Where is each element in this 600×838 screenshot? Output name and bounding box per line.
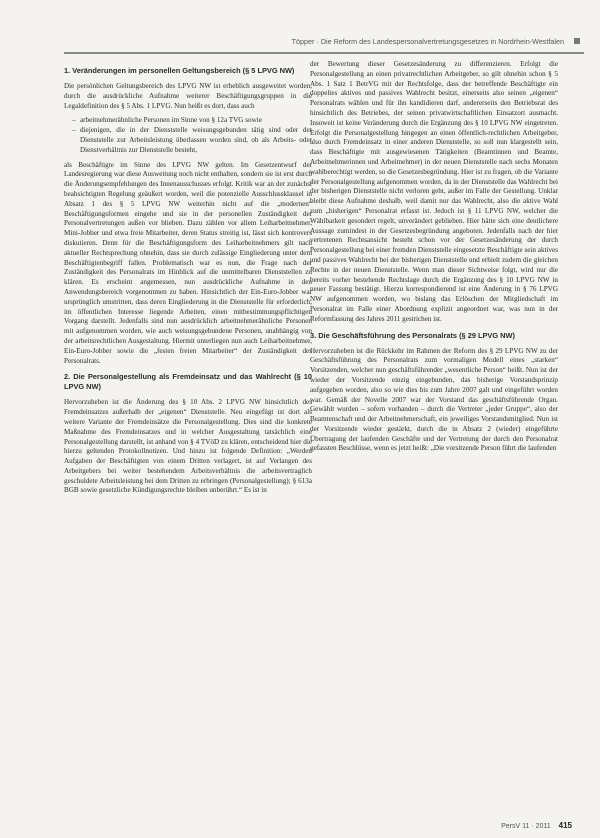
section-3-heading: 3. Die Geschäftsführung des Personalrats (§ 29 LPVG NW) — [310, 330, 515, 340]
section-1-list — [64, 116, 312, 155]
running-header — [64, 34, 580, 48]
page-footer — [501, 821, 572, 830]
section-1-paragraph-2: als Beschäftigte im Sinne des LPVG NW gelten. Im Gesetzentwurf der Landesregierung war diese Ausweitung noch nicht enthalten, sondern sie ist erst durch die Änderungsempfehlungen des Innenausschusses erfolgt. Kritik war an der zunächst beabsichtigten Regelung geäußert worden, weil die potenzielle Ausschlussklausel in Absatz 1 des § 5 LPVG NW weiterhin nicht auf die „modernen“ Beschäftigungsformen eingehe und sie in der personellen Zuständigkeit der Personalvertretungen außen vor blieben. Dazu zählen vor allem Leiharbeitnehmer, Mini-Jobber und etwa freie Mitarbeiter, deren Status streitig ist, lässt sich kontrovers diskutieren. Denn für die Beschäftigungsform des Leiharbeitnehmers gilt nach aktueller Rechtsprechung ohnehin, dass sie durch zulässige Eingliederung unter dem Beschäftigtenbegriff fallen. Problematisch war es nun, die Frage nach der Zuständigkeit des Personalrats im Hinblick auf die unmittelbaren Dienststellen zu klären. Es erscheint angemessen, nun ausdrückliche Aufnahme in den Anwendungsbereich vorgenommen zu haben. Hinsichtlich der Ein-Euro-Jobber war ursprünglich umstritten, dass deren Eingliederung in die Dienststelle für erforderlich, im öffentlichen Interesse liegende Arbeiten, einen mitbestimmungspflichtigen Vorgang darstellt. Jedenfalls sind nun ausdrücklich arbeitnehmerähnliche Personen mit aufgenommen worden, wie auch weisungsgebundene Personen, unabhängig von der arbeitsrechtlichen Ausgestaltung. Hiermit unterliegen nun auch Leiharbeitnehmer, Ein-Euro-Jobber sowie die „festen freien Mitarbeiter“ der Zuständigkeit des Personalrats. — [64, 160, 312, 365]
left-column — [64, 60, 312, 501]
header-marker-icon — [574, 38, 580, 44]
section-3-paragraph-1: Hervorzuheben ist die Rückkehr im Rahmen der Reform des § 29 LPVG NW zu der Geschäftsführung des Personalrats zum vormaligen Modell eines „starken“ Vorsitzenden, welcher nun geschäftsführender „wesentliche Person“ heißt. Nun ist der wieder der Vorsitzende einzig eingebunden, das bisherige Vorstandsprinzip aufgegeben worden, also so wie dies bis zum Jahre 2007 galt und eingeführt worden war. Gemäß der Novelle 2007 war der Vorstand das geschäftsführende Organ. Gewählt wurden – sofern vorhanden – durch die Vertreter „jeder Gruppe“, also der Beamtenschaft und der Arbeitnehmerschaft, ein jeweiliges Vorstandsmitglied. Nun ist der Vorsitzende wieder gestärkt, durch die in Absatz 2 (wieder) eingeführte Übertragung der laufenden Geschäfte und der Vertretung der durch den Personalrat gefassten Beschlüsse, wenn es jetzt heißt: „Die vorsitzende Person führt die laufenden — [310, 346, 558, 453]
running-title: Töpper · Die Reform des Landespersonalvertretungsgesetzes in Nordrhein-Westfalen — [291, 36, 564, 46]
section-2-heading: 2. Die Personalgestellung als Fremdeinsatz und das Wahlrecht (§ 10 LPVG NW) — [64, 372, 312, 392]
list-item: – arbeitnehmerähnliche Personen im Sinne von § 12a TVG sowie — [72, 116, 312, 126]
section-1-paragraph-1: Die persönlichen Geltungsbereich des LPVG NW ist erheblich ausgeweitet worden, durch die ausdrückliche Aufnahme weiterer Beschäftigungsgruppen in die Legaldefinition des § 5 Abs. 1 LPVG. Nun heißt es dort, dass auch — [64, 82, 312, 110]
section-1-heading: 1. Veränderungen im personellen Geltungsbereich (§ 5 LPVG NW) — [64, 66, 295, 75]
section-2-paragraph-2: der Bewertung dieser Gesetzesänderung zu differenzieren. Erfolgt die Personalgestellung an einen privatrechtlichen Arbeitgeber, so gilt ohnehin schon § 5 Abs. 1 Satz 1 BetrVG mit der Rechtsfolge, dass der betreffende Beschäftigte ein doppeltes aktives und passives Wahlrecht besitzt, einerseits also seinen „eigenen“ Personalrats wählen und für ihn kandidieren darf, andererseits den Betriebsrat des hinsichtlich des Betriebes, der seinen privatwirtschaftlichen Einsatzort ausmacht. Insoweit ist keine Veränderung durch die Ergänzung des § 10 LPVG NW eingetreten. Erfolgt die Personalgestellung hingegen an einen öffentlich-rechtlichen Arbeitgeber, also durch Fremdeinsatz in einer anderen Dienststelle, so soll nun klargestellt sein, dass Beschäftigte mit ausgewiesenen Tätigkeiten (Beamtinnen und Beamte, Arbeitnehmerinnen und Arbeitnehmer) in der neuen Dienststelle nach sechs Monaten wahlberechtigt werden, so die Gesetzesbegründung. Hier ist zu fragen, ob die Variante der Personalgestellung aufgenommen worden, da in der Dienststelle das Wahlrecht bei der bisherigen Dienststelle nicht verloren geht, außer im Falle der Gestellung. Unklar bleibt diese Aufnahme deshalb, weil damit nur das Wahlrecht, also die aktive Wahl zum „bisherigen“ Personalrat erfasst ist. Jedoch ist § 11 LPVG NW, welcher die Wählbarkeit gesondert regelt, unverändert geblieben. Hier hätte sich eine deutlichere Aussage zumindest in der Gesetzesbegründung angeboten. Jedenfalls nach der hier vertretenen Rechtsansicht besteht schon vor der Gesetzesänderung der durch Personalgestellung bei einer fremden Dienststelle eingesetzte Beschäftigte sein aktives und passives Wahlrecht bei der bisherigen Dienststelle und erhielt zudem die gleichen Rechte in der neuen Dienststelle. Wenn man dieser Sichtweise folgt, wird nur die bereits vorher bestehende Rechtslage durch die Ergänzung des § 10 LPVG NW in neuer Fassung bestätigt. Hierzu korrespondierend ist eine Änderung in § 76 LPVG NW aufgenommen worden, wo bislang das Erlöschen der Mitgliedschaft im Personalrat im Falle einer Abordnung explizit angeordnet war, was nun in der Reformfassung des Jahres 2011 gestrichen ist. — [310, 60, 558, 323]
journal-issue: PersV 11 · 2011 — [501, 823, 551, 830]
page-number: 415 — [558, 821, 572, 830]
list-item: – diejenigen, die in der Dienststelle weisungsgebunden tätig sind oder der Dienststelle zur Arbeitsleistung überlassen worden sind, ob als Arbeits- oder Dienstverhältnis zur Dienststelle besteht, — [72, 126, 312, 155]
header-rule — [64, 52, 584, 54]
section-2-paragraph-1: Hervorzuheben ist die Änderung des § 10 Abs. 2 LPVG NW hinsichtlich des Fremdeinsatzes außerhalb der „eigenen“ Dienststelle. Neu eingefügt ist dort als weitere Variante der Fremdeinsätze die Personalgestellung. Dies sind die konkrete Maßnahme des Fremdeinsatzes und in welcher Ausgestaltung tatsächlich eine Personalgestellung darstellt, ist anhand von § 4 TVöD zu klären, entscheidend hier die hierzu geltenden Protokollnotizen. Und hinzu ist folgende Definition: „Werden Aufgaben der Beschäftigten von einem Dritten verlagert, ist auf Verlangen des Arbeitgebers bei weiter bestehendem Arbeitsverhältnis die arbeitsvertraglich geschuldete Arbeitsleistung bei dem Dritten zu erbringen (Personalgestellung); § 613a BGB sowie gesetzliche Kündigungsrechte bleiben unberührt.“ Es ist in — [64, 398, 312, 495]
right-column — [310, 60, 558, 459]
